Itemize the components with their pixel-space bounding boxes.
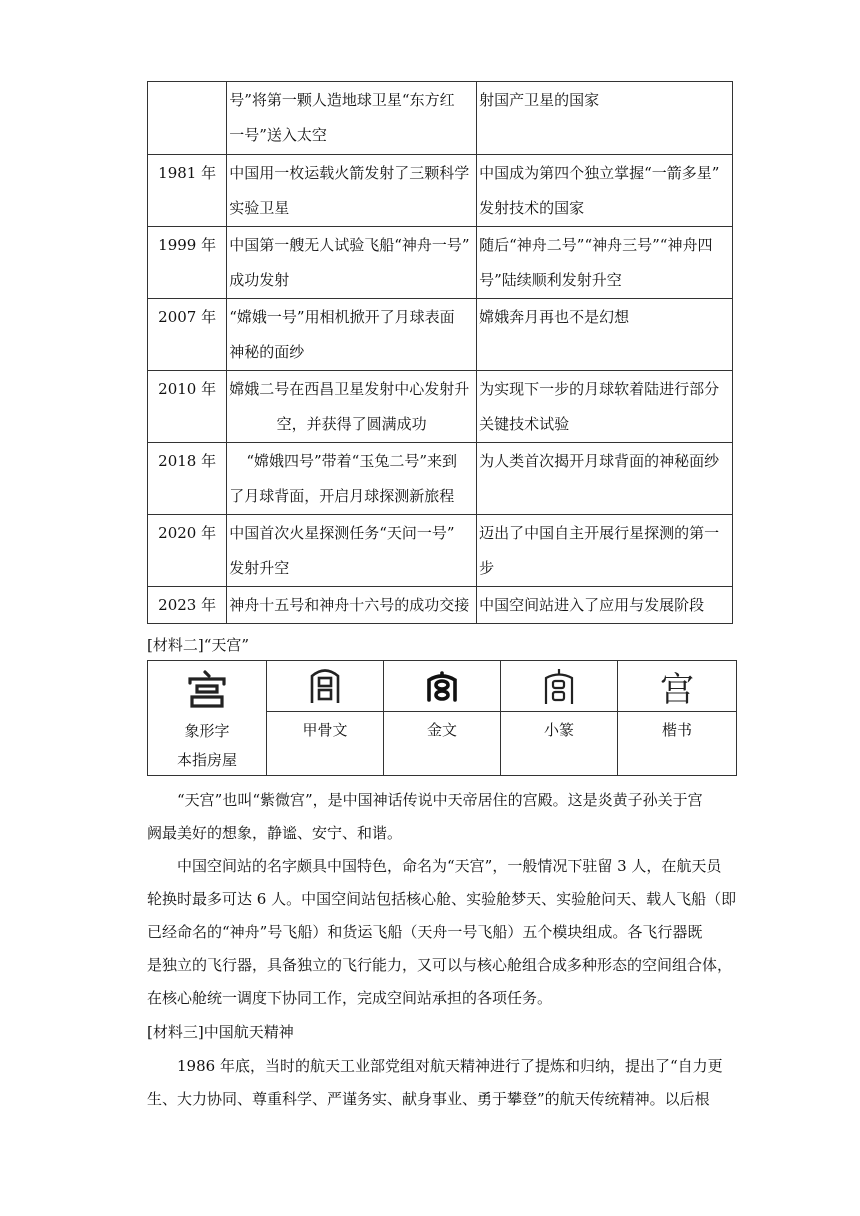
bronze-glyph: [384, 661, 500, 711]
table-row: [148, 515, 733, 587]
script-label: 小篆: [543, 721, 574, 740]
significance-line: 嫦娥奔月再也不是幻想: [479, 308, 630, 326]
pictograph-caption-line2: 本指房屋: [176, 751, 237, 769]
significance-line: 随后“神舟二号”“神舟三号”“神舟四: [479, 236, 713, 254]
significance-cell: [477, 587, 733, 624]
significance-cell: [477, 155, 733, 227]
significance-line: 迈出了中国自主开展行星探测的第一: [479, 524, 720, 542]
event-line: “嫦娥一号”用相机掀开了月球表面: [229, 308, 455, 326]
significance-line: 为人类首次揭开月球背面的神秘面纱: [479, 452, 720, 470]
event-line: 了月球背面，开启月球探测新旅程: [229, 487, 455, 505]
significance-cell: [477, 299, 733, 371]
significance-line: 射国产卫星的国家: [479, 91, 600, 109]
event-line: 一号”送入太空: [229, 126, 327, 144]
script-label: 金文: [426, 721, 457, 740]
event-cell: [227, 371, 477, 443]
year-cell: 2023 年: [148, 587, 227, 624]
event-line: 空，并获得了圆满成功: [276, 415, 427, 433]
paragraph-line: “天宫”也叫“紫微宫”，是中国神话传说中天帝居住的宫殿。这是炎黄子孙关于宫: [177, 791, 703, 809]
oracle-bone-gong-icon: [305, 666, 345, 706]
table-row: [148, 82, 733, 155]
table-row: [148, 299, 733, 371]
paragraph-line: 已经命名的“神舟”号飞船）和货运飞船（天舟一号飞船）五个模块组成。各飞行器既: [147, 923, 703, 941]
event-cell: [227, 227, 477, 299]
event-cell: [227, 299, 477, 371]
event-line: 中国第一艘无人试验飞船“神舟一号”: [229, 236, 470, 254]
significance-cell: [477, 227, 733, 299]
event-line: 神秘的面纱: [229, 343, 305, 361]
year-cell: 2020 年: [148, 515, 227, 587]
script-label-cell: [618, 712, 737, 776]
event-cell: [227, 515, 477, 587]
year-cell: 2010 年: [148, 371, 227, 443]
paragraph-line: 中国空间站的名字颇具中国特色，命名为“天宫”，一般情况下驻留 3 人，在航天员: [177, 857, 722, 875]
bronze-glyph-cell: [384, 661, 501, 712]
paragraph-space-station: [147, 850, 737, 1015]
paragraph-aerospace-spirit: [147, 1050, 733, 1116]
event-cell: [227, 443, 477, 515]
table-row: [148, 155, 733, 227]
event-cell: [227, 82, 477, 155]
paragraph-line: 1986 年底，当时的航天工业部党组对航天精神进行了提炼和归纳，提出了“自力更: [177, 1057, 723, 1075]
event-line: 实验卫星: [229, 199, 290, 217]
event-line: 成功发射: [229, 271, 290, 289]
significance-line: 中国空间站进入了应用与发展阶段: [479, 596, 705, 614]
material2-label: [材料二]“天宫”: [147, 636, 250, 654]
event-line: 中国用一枚运载火箭发射了三颗科学: [229, 164, 470, 182]
script-label-cell: [501, 712, 618, 776]
table-row: [148, 443, 733, 515]
year-cell: [148, 82, 227, 155]
paragraph-line: 阙最美好的想象，静谧、安宁、和谐。: [147, 824, 403, 842]
event-line: 神舟十五号和神舟十六号的成功交接: [229, 596, 470, 614]
event-line: 发射升空: [229, 559, 290, 577]
year-cell: 2018 年: [148, 443, 227, 515]
character-evolution-table: [147, 660, 737, 776]
kaishu-glyph-cell: [618, 661, 737, 712]
event-line: 中国首次火星探测任务“天问一号”: [229, 524, 455, 542]
significance-line: 关键技术试验: [479, 415, 570, 433]
year-cell: 2007 年: [148, 299, 227, 371]
material3-label: [材料三]中国航天精神: [147, 1023, 294, 1041]
pictograph-cell: [148, 661, 267, 776]
paragraph-line: 在核心舱统一调度下协同工作，完成空间站承担的各项任务。: [147, 989, 553, 1007]
paragraph-line: 是独立的飞行器，具备独立的飞行能力，又可以与核心舱组合成多种形态的空间组合体，: [147, 956, 733, 974]
significance-cell: [477, 515, 733, 587]
pictograph-gong-icon: [184, 669, 230, 709]
year-cell: 1981 年: [148, 155, 227, 227]
kaishu-glyph: 宫: [660, 669, 694, 710]
significance-cell: [477, 371, 733, 443]
event-line: 号”将第一颗人造地球卫星“东方红: [229, 91, 455, 109]
script-label: 甲骨文: [302, 721, 348, 740]
year-cell: 1999 年: [148, 227, 227, 299]
timeline-table: [147, 81, 733, 624]
significance-line: 中国成为第四个独立掌握“一箭多星”: [479, 164, 720, 182]
significance-cell: [477, 82, 733, 155]
script-label-cell: [267, 712, 384, 776]
significance-cell: [477, 443, 733, 515]
significance-line: 为实现下一步的月球软着陆进行部分: [479, 380, 720, 398]
paragraph-line: 轮换时最多可达 6 人。中国空间站包括核心舱、实验舱梦天、实验舱问天、载人飞船（即: [147, 890, 737, 908]
table-row: [148, 371, 733, 443]
significance-line: 发射技术的国家: [479, 199, 585, 217]
oracle-bone-glyph: [267, 661, 383, 711]
pictograph-caption-line1: 象形字: [184, 722, 230, 740]
event-cell: [227, 587, 477, 624]
script-label-cell: [384, 712, 501, 776]
seal-script-gong-icon: [539, 666, 579, 706]
significance-line: 号”陆续顺利发射升空: [479, 271, 622, 289]
significance-line: 步: [479, 559, 495, 577]
pictograph-glyph: [148, 661, 266, 717]
event-cell: [227, 155, 477, 227]
script-label: 楷书: [661, 721, 692, 740]
seal-script-glyph: [501, 661, 617, 711]
event-line: “嫦娥四号”带着“玉兔二号”来到: [246, 452, 458, 470]
table-row: [148, 587, 733, 624]
paragraph-tiangong-myth: [147, 784, 733, 850]
table-row: [148, 227, 733, 299]
event-line: 嫦娥二号在西昌卫星发射中心发射升: [229, 380, 470, 398]
seal-glyph-cell: [501, 661, 618, 712]
oracle-glyph-cell: [267, 661, 384, 712]
bronze-gong-icon: [422, 666, 462, 706]
paragraph-line: 生、大力协同、尊重科学、严谨务实、献身事业、勇于攀登”的航天传统精神。以后根: [147, 1090, 710, 1108]
